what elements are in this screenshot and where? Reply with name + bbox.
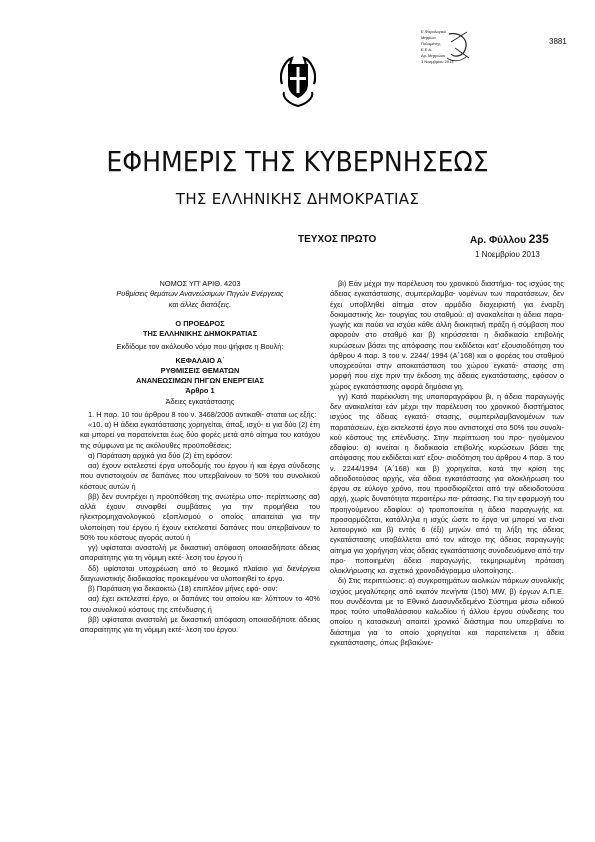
paragraph: βι) Εάν μέχρι την παρέλευση του χρονικού διαστήμα- τος ισχύος της άδειας εγκατάστασης, συμπεριλαμβα- νομένων των παρατάσεων, δεν έχει υποβληθεί αίτημα στον αρμόδιο διαχειριστή για έναρξη δοκιμαστικής λει- τουργίας του σταθμού: α) ανακαλείται η άδεια παρα- γωγής και παύει να ισχύει κάθε άλλη διοικητική πράξη ή σύμβαση που αφορούν στο σταθμό και β) κηρύσσεται η διαδικασία επιβολής κυρώσεων βάσει της απόφασης που εκδίδεται κατ' εξουσιοδότηση του άρθρου 4 παρ. 3 του ν. 2244/ 1994 (Α΄168) και ο φορέας του σταθμού υποχρεούται στην αποκατάσταση του χώρου εγκατά- στασης στη μορφή που είχε πριν την έκδοση της άδειας εγκατάστασης, εφόσον ο χώρος εγκατάστασης αφορά δημόσια γη. bbox=[330, 279, 564, 391]
stamp-line: Πολυμένης bbox=[421, 41, 441, 46]
stamp-line: 1 Νοεμβρίου 2013 bbox=[421, 59, 454, 64]
stamp-line: Ε.Φορολογικό bbox=[421, 29, 446, 34]
paragraph: αα) έχει εκτελεστεί έργο, οι δαπάνες του οποίου κα- λύπτουν το 40% του συνολικού κόστους της επένδυσης ή bbox=[80, 594, 320, 614]
law-number: ΝΟΜΟΣ ΥΠ' ΑΡΙΘ. 4203 bbox=[159, 279, 241, 288]
paragraph: δδ) υφίσταται υποχρέωση από το θεσμικό πλαίσιο για διενέργεια διαγωνιστικής διαδικασίας προκειμένου να υλοποιηθεί το έργο. bbox=[80, 563, 320, 583]
paragraph: 1. Η παρ. 10 του άρθρου 8 του ν. 3468/2006 αντικαθί- σταται ως εξής: bbox=[88, 409, 317, 419]
president-heading: ΤΗΣ ΕΛΛΗΝΙΚΗΣ ΔΗΜΟΚΡΑΤΙΑΣ bbox=[142, 329, 258, 338]
paragraph: γγ) Κατά παρέκκλιση της υποπαραγράφου βι, η άδεια παραγωγής δεν ανακαλείται εάν μέχρι την παρέλευση του χρονικού διαστήματος ισχύος της άδειας εγκατά- στασης, συμπεριλαμβανομένων των παρατάσεων, έχει εκτελεστεί έργο που αντιστοιχεί στο 50% του συνολι- κού κόστους της επένδυσης. Στην περίπτωση του προ- ηγούμενου εδαφίου: α) κινείται η διαδικασία επιβολής κυρώσεων βάσει της απόφασης που εκδίδεται κατ' εξου- σιοδότηση του άρθρου 4 παρ. 3 του ν. 2244/1994 (Α΄168) και β) χορηγείται, κατά την κρίση της αδειοδοτούσας αρχής, νέα άδεια εγκατάστασης για ολοκλήρωση του έργου σε εύλογο χρόνο, που προσδιορίζεται από την αδειοδοτούσα αρχή, χωρίς δυνατότητα περαιτέρω πα- ράτασης. Για την εφαρμογή του προηγούμενου εδαφίου: α) τροποποιείται η άδεια παραγωγής κα. προσαρμόζεται, κατάλληλα η ισχύς ώστε το έργο να μπορεί να είναι λειτουργικό και β) εντός 6 (έξι) μηνών από τη λήξη της άδειας εγκατάστασης υποβάλλεται από τον κάτοχο της άδειας παραγωγής αίτημα για χορήγηση νέας άδειας εγκατάστασης συνοδευόμενο από την προ- ποποιημένη άδεια παραγωγής, τεκμηριωμένη πρόταση ολοκλήρωσης κα. σχετικό χρονοδιάγραμμα υλοποίησης. bbox=[330, 391, 564, 575]
chapter-heading: ΡΥΘΜΙΣΕΙΣ ΘΕΜΑΤΩΝ bbox=[160, 365, 240, 375]
president-heading: Ο ΠΡΟΕΔΡΟΣ bbox=[175, 318, 225, 328]
paragraph: «10. α) Η άδεια εγκατάστασης χορηγείται, άπαξ, ισχύ- ει για δύο (2) έτη και μπορεί να παρατείνεται έως δύο φορές μετά από αίτημα του κατόχου της σύμφωνα με τις ακόλουθες προϋποθέσεις: bbox=[80, 420, 320, 450]
law-title: Ρυθμίσεις θεμάτων Ανανεώσιμων Πηγών Ενέργειας bbox=[116, 289, 284, 299]
chapter-heading: ΑΝΑΝΕΩΣΙΜΩΝ ΠΗΓΩΝ ΕΝΕΡΓΕΙΑΣ bbox=[136, 376, 264, 385]
paragraph: ββ) υφίσταται αναστολή με δικαστική απόφαση οποιασδήποτε άδειας απαραίτητης για τη νόμιμη εκτέ- λεση του έργου. bbox=[80, 614, 320, 634]
coat-of-arms-emblem bbox=[280, 54, 316, 108]
paragraph: ββ) δεν συντρέχει η προϋπόθεση της ανωτέρω υπο- περίπτωσης αα) αλλά έχουν συναφθεί συμβάσεις για την προμήθεια του ηλεκτρομηχανολογικού εξοπλισμού ο οποίος απαιτείται για την υλοποίηση του έργου ή έχουν εκτελεστεί δαπάνες που υπερβαίνουν το 50% του κόστους αγοράς αυτού ή bbox=[80, 491, 320, 542]
stamp-line: Αρ. Μητρώου bbox=[421, 53, 446, 58]
issue-date: 1 Νοεμβρίου 2013 bbox=[475, 250, 540, 259]
stamp-line: Ε.Ε.Α. bbox=[421, 47, 433, 52]
paragraph: αα) έχουν εκτελεστεί έργα υποδομής του έργου ή και έργα σύνδεσης που αντιστοιχούν σε δαπάνες που υπερβαίνουν το 50% του συνολικού κόστους αυτών ή bbox=[80, 461, 320, 491]
chapter-heading: ΚΕΦΑΛΑΙΟ Α΄ bbox=[175, 355, 225, 365]
article-number: Άρθρο 1 bbox=[185, 386, 215, 396]
gazette-title: ΕΦΗΜΕΡΙΣ ΤΗΣ ΚΥΒΕΡΝΗΣΕΩΣ bbox=[106, 145, 489, 178]
enactment-text: Εκδίδομε τον ακόλουθο νόμο που ψήφισε η Βουλή: bbox=[116, 342, 284, 352]
paragraph: γγ) υφίσταται αναστολή με δικαστική απόφαση οποιασδήποτε άδειας απαραίτητης για τη νόμιμη εκτέ- λεση του έργου ή bbox=[80, 543, 320, 563]
sheet-label: Αρ. Φύλλου bbox=[470, 235, 526, 246]
paragraph: β) Παράταση για δεκαοκτώ (18) επιπλέον μήνες εφό- σον: bbox=[88, 584, 278, 593]
sheet-number-value: 235 bbox=[528, 232, 549, 246]
law-title: και άλλες διατάξεις. bbox=[168, 299, 232, 309]
stamp-line: Μητρώο bbox=[421, 35, 436, 40]
page-number: 3881 bbox=[549, 37, 567, 46]
article-title: Άδειες εγκατάστασης bbox=[165, 396, 235, 406]
registry-stamp bbox=[421, 28, 473, 72]
gazette-subtitle: ΤΗΣ ΕΛΛΗΝΙΚΗΣ ΔΗΜΟΚΡΑΤΙΑΣ bbox=[175, 190, 420, 208]
issue-label: ΤΕΥΧΟΣ ΠΡΩΤΟ bbox=[298, 234, 377, 245]
right-column bbox=[330, 279, 564, 648]
left-column bbox=[80, 279, 320, 635]
paragraph: δι) Στις περιπτώσεις: α) συγκροτημάτων αιολικών πάρκων συνολικής ισχύος μεγαλύτερης από εκατόν πενήντα (150) MW, β) έργων Α.Π.Ε. που συνδέονται με το Εθνικό Διασυνδεδεμένο Σύστημα μέσω ειδικού προς τούτο υποθαλάσσιου καλωδίου ή άλλου έργου σύνδεσης του οποίου η κατασκευή απαιτεί χρονικό διάστημα που υπερβαίνει το διάστημα για το οποίο χορηγείται και παρατείνεται η άδεια εγκατάστασης, όπως βεβαιώνε- bbox=[330, 576, 564, 647]
sheet-number bbox=[470, 232, 549, 246]
paragraph: α) Παράταση αρχικά για δύο (2) έτη εφόσον: bbox=[88, 450, 233, 460]
